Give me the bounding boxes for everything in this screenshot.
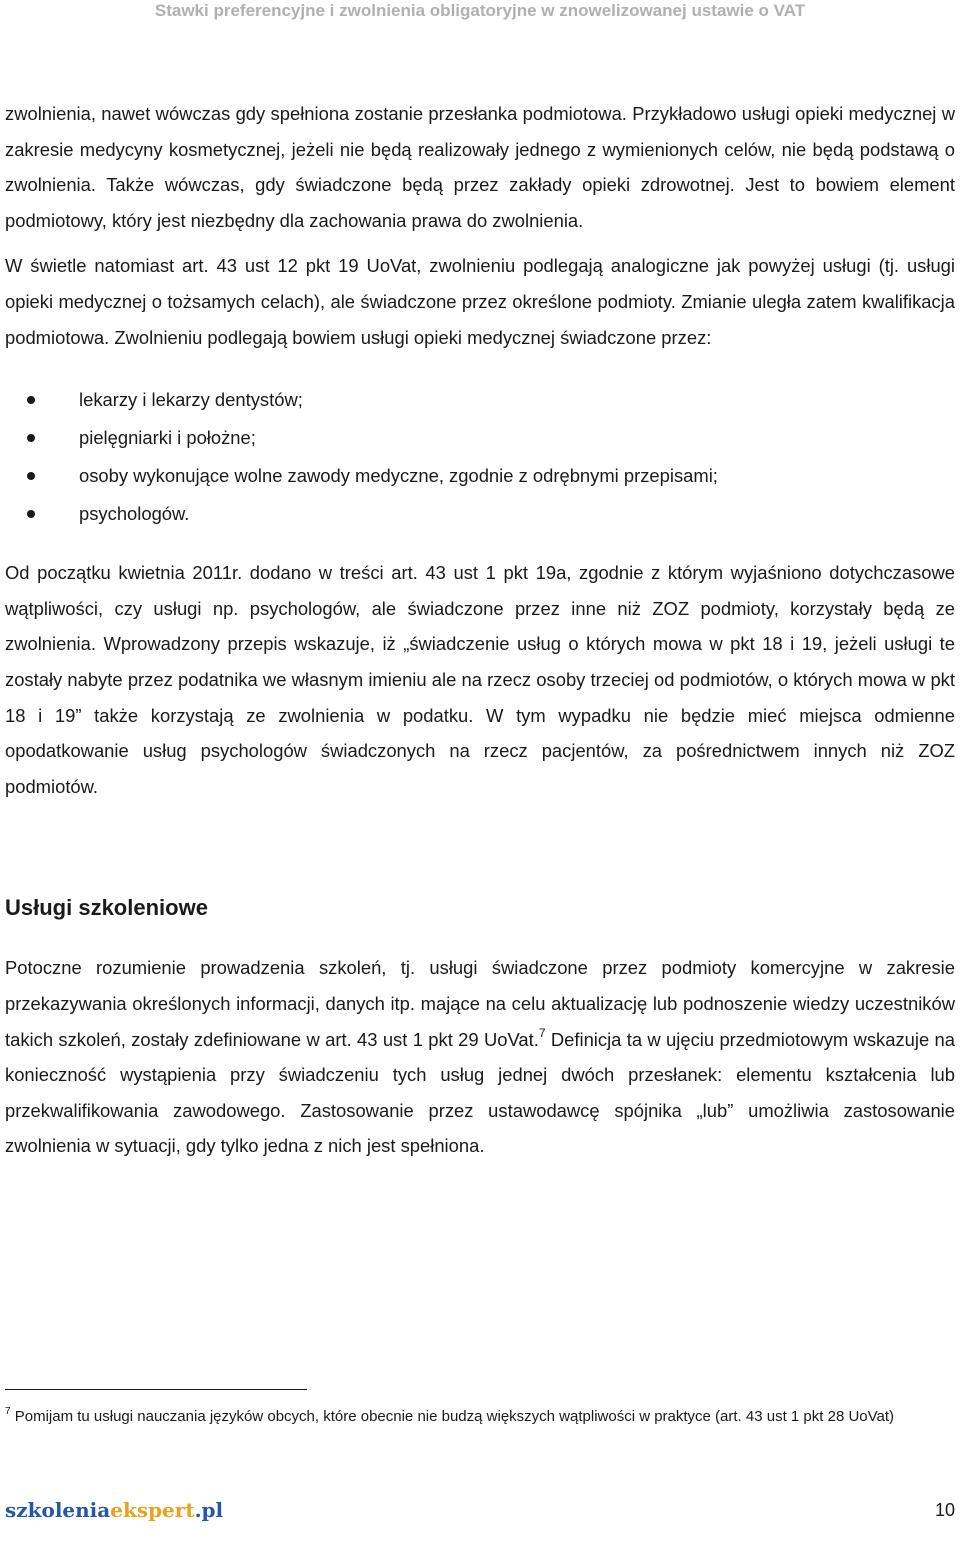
list-item <box>5 495 955 533</box>
provider-list <box>5 381 955 533</box>
list-item <box>5 419 955 457</box>
list-item-text: psychologów. <box>79 503 190 525</box>
running-header: Stawki preferencyjne i zwolnienia obligatoryjne w znowelizowanej ustawie o VAT <box>154 1 806 20</box>
paragraph-text: Definicja ta w ujęciu przedmiotowym wskazuje na konieczność wystąpienia przy świadczeniu tych usług jednej dwóch przesłanek: elementu kształcenia lub przekwalifikowania zawodowego. Zastosowanie przez ustawodawcę spójnika „lub” umożliwia zastosowanie zwolnienia w sytuacji, gdy tylko jedna z nich jest spełniona. <box>5 1028 956 1157</box>
bullet-icon <box>27 434 35 442</box>
bullet-icon <box>27 472 35 480</box>
list-item-text: lekarzy i lekarzy dentystów; <box>79 389 303 411</box>
footnote-number: 7 <box>5 1406 11 1417</box>
paragraph-art-43-pkt-19a: Od początku kwietnia 2011r. dodano w treści art. 43 ust 1 pkt 19a, zgodnie z którym wyjaśniono dotychczasowe wątpliwości, czy usługi np. psychologów, ale świadczone przez inne niż ZOZ podmioty, korzystały będą ze zwolnienia. Wprowadzony przepis wskazuje, iż „świadczenie usług o których mowa w pkt 18 i 19, jeżeli usługi te zostały nabyte przez podatnika we własnym imieniu ale na rzecz osoby trzeciej od podmiotów, o których mowa w pkt 18 i 19” także korzystają ze zwolnienia w podatku. W tym wypadku nie będzie mieć miejsca odmienne opodatkowanie usług psychologów świadczonych na rzecz pacjentów, za pośrednictwem innych niż ZOZ podmiotów. <box>5 562 955 797</box>
list-item <box>5 457 955 495</box>
brand-logo[interactable] <box>5 1495 223 1525</box>
page-body <box>5 96 955 1164</box>
bullet-icon <box>27 396 35 404</box>
footnote-reference[interactable]: 7 <box>538 1025 546 1040</box>
list-item <box>5 381 955 419</box>
page-footer <box>5 1495 955 1525</box>
paragraph-medical-exemption: zwolnienia, nawet wówczas gdy spełniona zostanie przesłanka podmiotowa. Przykładowo usługi opieki medycznej w zakresie medycyny kosmetycznej, jeżeli nie będą realizowały jednego z wymienionych celów, nie będą podstawą o zwolnienia. Także wówczas, gdy świadczone będą przez zakłady opieki zdrowotnej. Jest to bowiem element podmiotowy, który jest niezbędny dla zachowania prawa do zwolnienia. <box>5 103 955 231</box>
footnote-divider <box>5 1389 307 1390</box>
paragraph-text: Potoczne rozumienie prowadzenia szkoleń, tj. usługi świadczone przez podmioty komercyjne w zakresie przekazywania określonych informacji, danych itp. mające na celu aktualizację lub podnoszenie wiedzy uczestników takich szkoleń, zostały zdefiniowane w art. 43 ust 1 pkt 29 UoVat. <box>5 957 955 1050</box>
footnote-text: Pomijam tu usługi nauczania języków obcych, które obecnie nie budzą większych wątpliwości w praktyce (art. 43 ust 1 pkt 28 UoVat) <box>10 1408 895 1425</box>
brand-logo-part: .pl <box>194 1498 224 1522</box>
paragraph-art-43-ust-12: W świetle natomiast art. 43 ust 12 pkt 19 UoVat, zwolnieniu podlegają analogiczne jak powyżej usługi (tj. usługi opieki medycznej o tożsamych celach), ale świadczone przez określone podmioty. Zmianie uległa zatem kwalifikacja podmiotowa. Zwolnieniu podlegają bowiem usługi opieki medycznej świadczone przez: <box>5 255 955 348</box>
bullet-icon <box>27 510 35 518</box>
page-number: 10 <box>934 1500 955 1520</box>
list-item-text: pielęgniarki i położne; <box>79 427 256 449</box>
footnote <box>5 1404 955 1429</box>
list-item-text: osoby wykonujące wolne zawody medyczne, zgodnie z odrębnymi przepisami; <box>79 465 718 487</box>
brand-logo-part: ekspert <box>110 1498 195 1522</box>
brand-logo-part: szkolenia <box>5 1498 111 1522</box>
paragraph-training-services <box>5 950 955 1164</box>
section-heading: Usługi szkoleniowe <box>5 895 208 921</box>
